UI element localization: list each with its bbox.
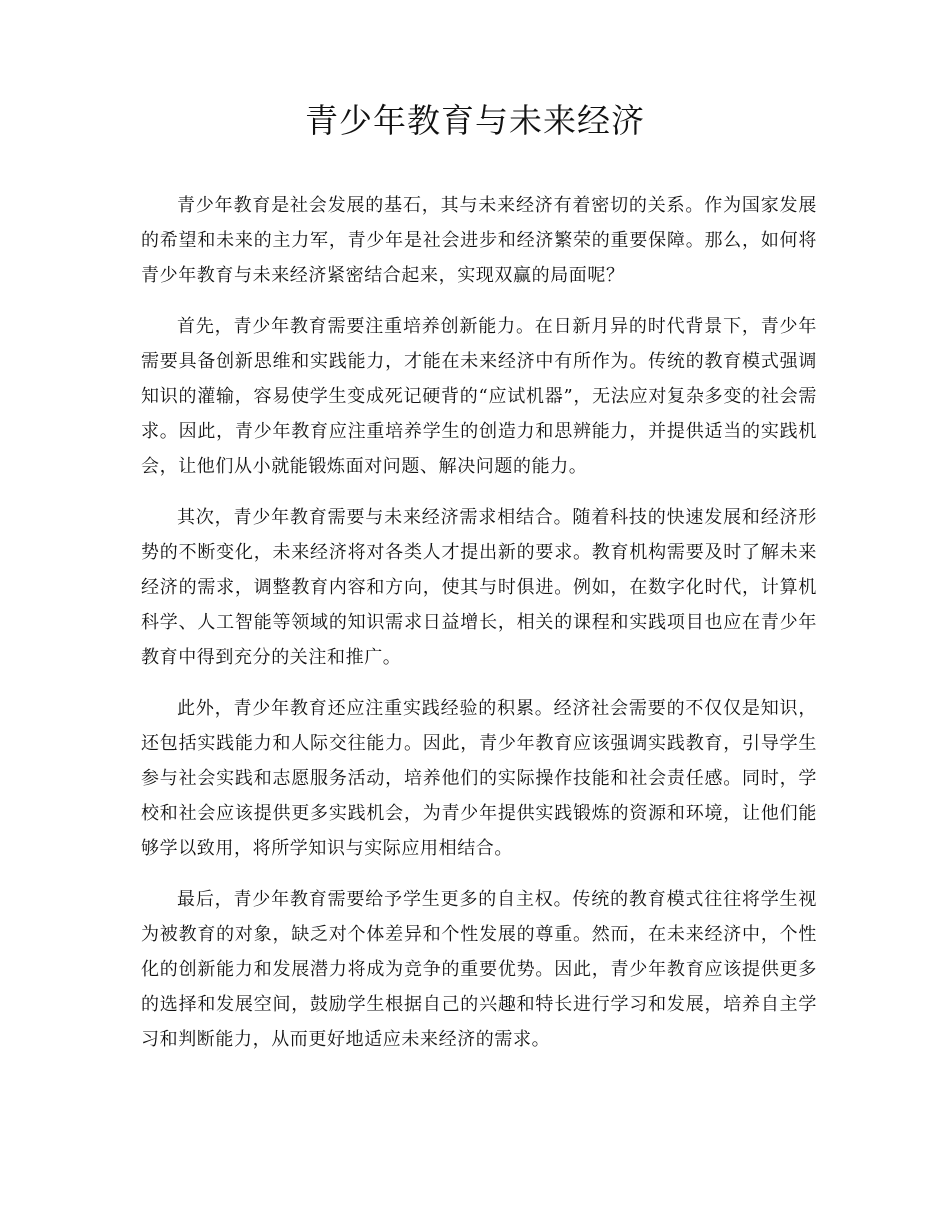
document-body (141, 188, 817, 1073)
paragraph-innovation: 首先，青少年教育需要注重培养创新能力。在日新月异的时代背景下，青少年需要具备创新思维和实践能力，才能在未来经济中有所作为。传统的教育模式强调知识的灌输，容易使学生变成死记硬背的“应试机器”，无法应对复杂多变的社会需求。因此，青少年教育应注重培养学生的创造力和思辨能力，并提供适当的实践机会，让他们从小就能锻炼面对问题、解决问题的能力。 (141, 316, 817, 477)
paragraph-practice: 此外，青少年教育还应注重实践经验的积累。经济社会需要的不仅仅是知识，还包括实践能力和人际交往能力。因此，青少年教育应该强调实践教育，引导学生参与社会实践和志愿服务活动，培养他们的实际操作技能和社会责任感。同时，学校和社会应该提供更多实践机会，为青少年提供实践锻炼的资源和环境，让他们能够学以致用，将所学知识与实际应用相结合。 (141, 698, 817, 859)
paragraph-intro: 青少年教育是社会发展的基石，其与未来经济有着密切的关系。作为国家发展的希望和未来的主力军，青少年是社会进步和经济繁荣的重要保障。那么，如何将青少年教育与未来经济紧密结合起来，实现双赢的局面呢？ (141, 195, 817, 286)
paragraph-economic-demand: 其次，青少年教育需要与未来经济需求相结合。随着科技的快速发展和经济形势的不断变化，未来经济将对各类人才提出新的要求。教育机构需要及时了解未来经济的需求，调整教育内容和方向，使其与时俱进。例如，在数字化时代，计算机科学、人工智能等领域的知识需求日益增长，相关的课程和实践项目也应在青少年教育中得到充分的关注和推广。 (141, 507, 817, 668)
document-title: 青少年教育与未来经济 (305, 101, 645, 140)
paragraph-autonomy: 最后，青少年教育需要给予学生更多的自主权。传统的教育模式往往将学生视为被教育的对象，缺乏对个体差异和个性发展的尊重。然而，在未来经济中，个性化的创新能力和发展潜力将成为竞争的重要优势。因此，青少年教育应该提供更多的选择和发展空间，鼓励学生根据自己的兴趣和特长进行学习和发展，培养自主学习和判断能力，从而更好地适应未来经济的需求。 (141, 889, 817, 1050)
